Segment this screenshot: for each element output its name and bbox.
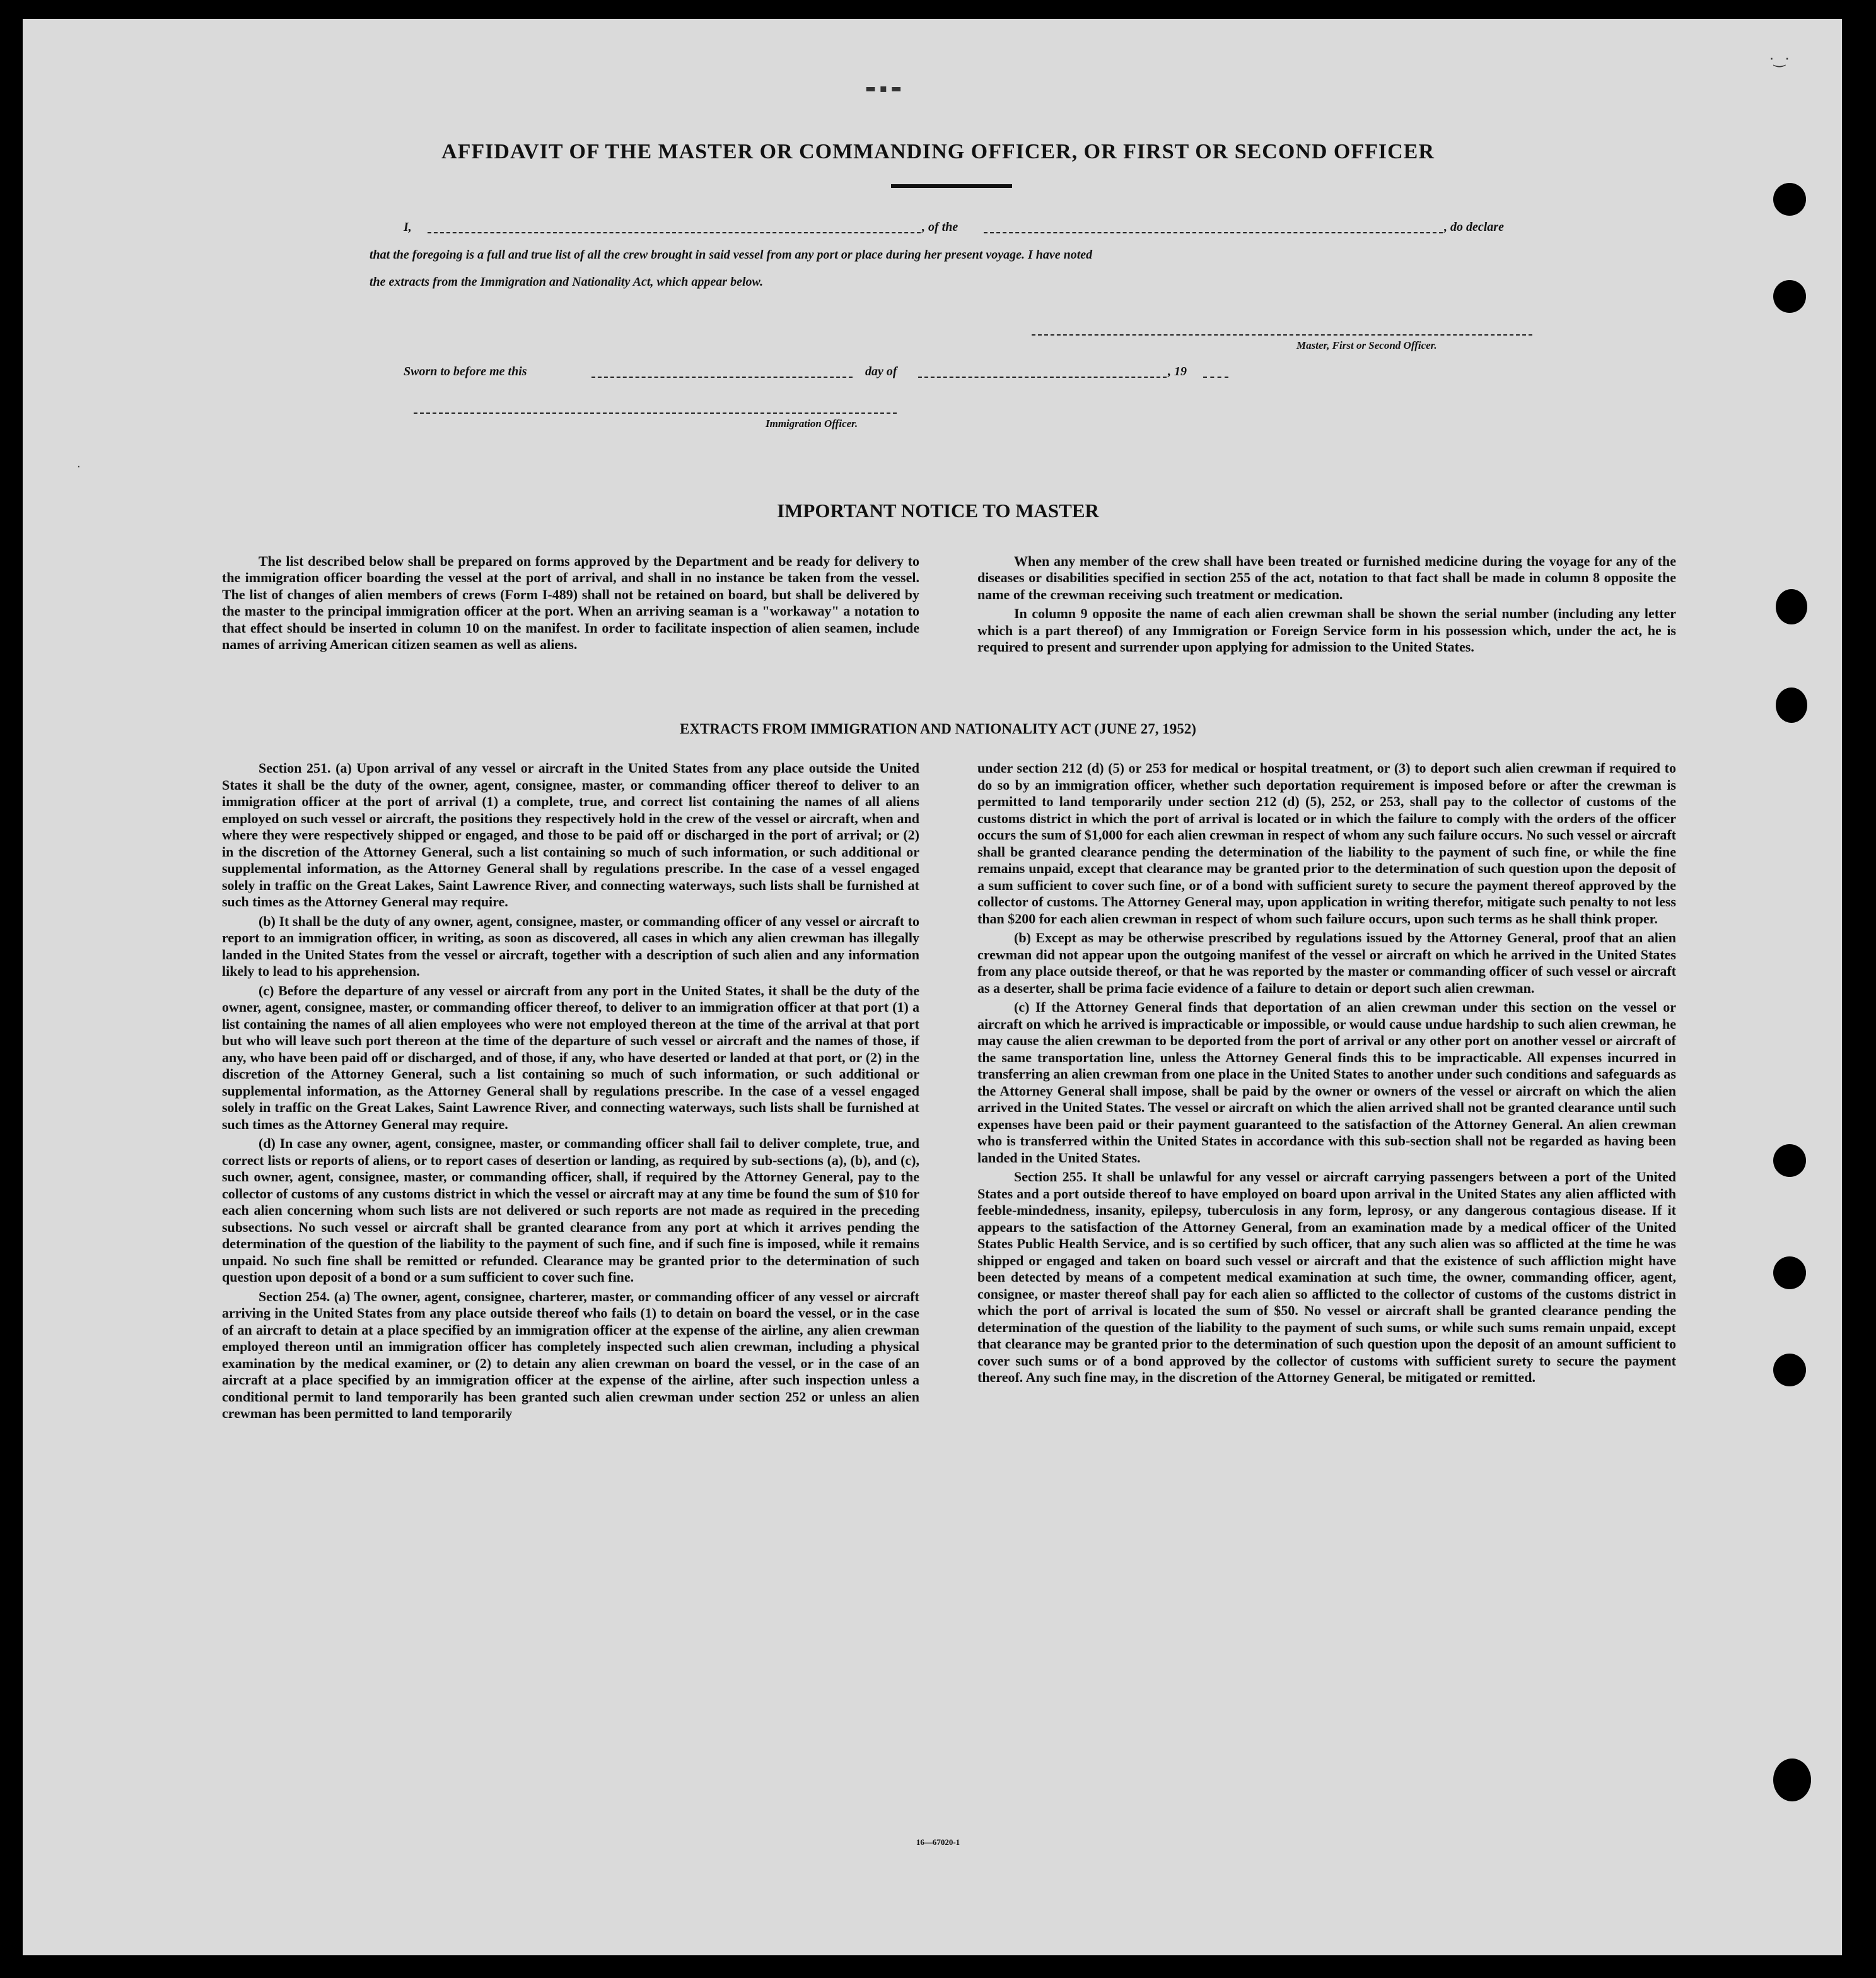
punch-hole-icon bbox=[1773, 183, 1806, 216]
notice-title: IMPORTANT NOTICE TO MASTER bbox=[777, 500, 1099, 522]
affidavit-title: AFFIDAVIT OF THE MASTER OR COMMANDING OFFICER, OR FIRST OR SECOND OFFICER bbox=[441, 140, 1435, 163]
punch-hole-icon bbox=[1773, 1144, 1806, 1177]
notice-paragraph: The list described below shall be prepared on forms approved by the Department and be ready for delivery to the immigration officer boarding the vessel at the port of arrival, and shall in no instance be taken from the vessel. The list of changes of alien members of crews (Form I-489) shall not be retained on board, but shall be delivered by the master to the principal immigration officer at the port. When an arriving seaman is a "workaway" a notation to that effect should be inserted in column 10 on the manifest. In order to facilitate inspection of alien seamen, include names of arriving American citizen seamen as well as aliens. bbox=[222, 553, 919, 653]
day-of-label: day of bbox=[865, 365, 897, 378]
notice-paragraph: In column 9 opposite the name of each alien crewman shall be shown the serial number (including any letter which is a part thereof) of any Immigration or Foreign Service form in his possession which, under the act, he is required to present and surrender upon applying for admission to the United States. bbox=[977, 606, 1676, 655]
officer-signature-line bbox=[414, 413, 897, 414]
declarant-prefix: I, bbox=[404, 220, 412, 234]
scan-speck-icon: ▬ ▪ ▬ bbox=[865, 82, 902, 95]
vessel-name-line bbox=[984, 232, 1443, 233]
scan-speck-icon: · bbox=[77, 460, 81, 474]
punch-hole-icon bbox=[1776, 589, 1807, 624]
extract-paragraph: Section 251. (a) Upon arrival of any vessel or aircraft in the United States from any place outside the United States it shall be the duty of the owner, agent, consignee, master, or commanding officer thereof to deliver to an immigration officer at the port of arrival (1) a complete, true, and correct list containing the names of all aliens employed on such vessel or aircraft, the positions they respectively hold in the crew of the vessel or aircraft, when and where they were respectively shipped or engaged, and those to be paid off or discharged in the port of arrival; or (2) in the discretion of the Attorney General, such a list containing so much of such information, or such additional or supplemental information, as the Attorney General shall by regulations prescribe. In the case of a vessel engaged solely in traffic on the Great Lakes, Saint Lawrence River, and connecting waterways, such lists shall be furnished at such times as the Attorney General may require. bbox=[222, 760, 919, 910]
extracts-title: EXTRACTS FROM IMMIGRATION AND NATIONALITY ACT (JUNE 27, 1952) bbox=[680, 721, 1196, 737]
punch-hole-icon bbox=[1773, 1256, 1806, 1289]
punch-hole-icon bbox=[1773, 280, 1806, 313]
of-the-label: , of the bbox=[922, 220, 958, 234]
extract-paragraph: under section 212 (d) (5) or 253 for medical or hospital treatment, or (3) to deport such alien crewman if required to do so by an immigration officer, whether such deportation requirement is imposed before or after the crewman is permitted to land temporarily under section 212 (d) (5), 252, or 253, shall pay to the collector of customs of the customs district in which the port of arrival is located or in which the failure to comply with the orders of the officer occurs the sum of $1,000 for each alien crewman in respect of whom any such failure occurs. No such vessel or aircraft shall be granted clearance pending the determination of the liability to the payment of such fine, or while the fine remains unpaid, except that clearance may be granted prior to the determination of such question upon the deposit of a sum sufficient to cover such fine, or of a bond with sufficient surety to secure the payment thereof approved by the collector of customs. The Attorney General may, upon application in writing therefor, mitigate such penalty to not less than $200 for each alien crewman in respect of whom such failure occurs, upon such terms as he shall think proper. bbox=[977, 760, 1676, 927]
notice-paragraph: When any member of the crew shall have been treated or furnished medicine during the voyage for any of the diseases or disabilities specified in section 255 of the act, notation to that fact shall be made in column 8 opposite the name of the crewman receiving such treatment or medication. bbox=[977, 553, 1676, 602]
notice-right-column bbox=[977, 553, 1676, 658]
year-label: , 19 bbox=[1168, 365, 1187, 378]
extract-paragraph: (d) In case any owner, agent, consignee, master, or commanding officer shall fail to deliver complete, true, and correct lists or reports of aliens, or to report cases of desertion or landing, as required by sub-sections (a), (b), and (c), such owner, agent, consignee, master, or commanding officer, shall, if required by the Attorney General, pay to the collector of customs of any customs district in which the vessel or aircraft may at any time be found the sum of $10 for each alien concerning whom such lists are not delivered or such reports are not made as required in the preceding subsections. No such vessel or aircraft shall be granted clearance from any port at which it arrives pending the determination of the question of the liability to the payment of such fine, and if such fine is imposed, while it remains unpaid. No such fine shall be remitted or refunded. Clearance may be granted prior to the determination of such question upon deposit of a bond or a sum sufficient to cover such fine. bbox=[222, 1135, 919, 1285]
master-signature-label: Master, First or Second Officer. bbox=[1296, 339, 1437, 351]
extract-paragraph: (b) It shall be the duty of any owner, agent, consignee, master, or commanding officer of any vessel or aircraft to report to an immigration officer, in writing, as soon as discovered, all cases in which any alien crewman has illegally landed in the United States from the vessel or aircraft, together with a description of such alien and any information likely to lead to his apprehension. bbox=[222, 913, 919, 979]
declaration-line-2: that the foregoing is a full and true list of all the crew brought in said vessel from any port or place during her present voyage. I have noted bbox=[370, 248, 1093, 262]
extract-paragraph: (b) Except as may be otherwise prescribed by regulations issued by the Attorney General, proof that an alien crewman did not appear upon the outgoing manifest of the vessel or aircraft on which he arrived in the United States from any place outside thereof, or that he was reported by the master or commanding officer of such vessel or aircraft as a deserter, shall be prima facie evidence of a failure to detain or deport such alien crewman. bbox=[977, 930, 1676, 996]
officer-signature-label: Immigration Officer. bbox=[766, 418, 858, 430]
declaration-line-3: the extracts from the Immigration and Nationality Act, which appear below. bbox=[370, 275, 764, 289]
extract-paragraph: Section 254. (a) The owner, agent, consignee, charterer, master, or commanding officer of any vessel or aircraft arriving in the United States from any place outside thereof who fails (1) to detain on board the vessel, or in the case of an aircraft to detain at a place specified by an immigration officer at the expense of the airline, any alien crewman employed thereon until an immigration officer has completely inspected such alien crewman, including a physical examination by the medical examiner, or (2) to detain any alien crewman on board the vessel, or in the case of an aircraft at a place specified by an immigration officer at the expense of the airline, after such inspection unless a conditional permit to land temporarily has been granted such alien crewman under section 252 or unless an alien crewman has been permitted to land temporarily bbox=[222, 1288, 919, 1421]
form-number: 16—67020-1 bbox=[916, 1837, 960, 1847]
sworn-label: Sworn to before me this bbox=[404, 365, 527, 378]
extracts-left-column bbox=[222, 760, 919, 1425]
title-divider bbox=[891, 184, 1012, 188]
punch-hole-icon bbox=[1773, 1354, 1806, 1386]
punch-hole-icon bbox=[1776, 688, 1807, 723]
extract-paragraph: Section 255. It shall be unlawful for any vessel or aircraft carrying passengers between a port of the United States and a port outside thereof to have employed on board upon arrival in the United States any alien afflicted with feeble-mindedness, insanity, epilepsy, tuberculosis in any form, leprosy, or any dangerous contagious disease. If it appears to the satisfaction of the Attorney General, from an examination made by a medical officer of the United States Public Health Service, and is so certified by such officer, that any such alien was so afflicted at the time he was shipped or engaged and taken on board such vessel or aircraft and that the existence of such affliction might have been detected by means of a competent medical examination at such time, the owner, commanding officer, agent, consignee, or master thereof shall pay for each alien so afflicted to the collector of customs of the customs district in which the port of arrival is located the sum of $50. No vessel or aircraft shall be granted clearance pending the determination of the question of the liability to the payment of such sums, or while such sums remain unpaid, except that clearance may be granted prior to the determination of such question upon the deposit of an amount sufficient to cover such sums or of a bond approved by the collector of customs with sufficient surety to secure the payment thereof. Any such fine may, in the discretion of the Attorney General, be mitigated or remitted. bbox=[977, 1169, 1676, 1385]
extracts-right-column bbox=[977, 760, 1676, 1389]
sworn-month-line bbox=[918, 377, 1167, 378]
extract-paragraph: (c) If the Attorney General finds that deportation of an alien crewman under this section on the vessel or aircraft on which he arrived is impracticable or impossible, or would cause undue hardship to such alien crewman, he may cause the alien crewman to be deported from the port of arrival or any other port on another vessel or aircraft of the same transportation line, unless the Attorney General finds this to be impracticable. All expenses incurred in transferring an alien crewman from one place in the United States to another under such conditions and safeguards as the Attorney General shall impose, shall be paid by the owner or owners of the vessel or aircraft on which the alien arrived in the United States. The vessel or aircraft on which the alien arrived shall not be granted clearance until such expenses have been paid or their payment guaranteed to the satisfaction of the Attorney General. An alien crewman who is transferred within the United States in accordance with this sub-section shall not be regarded as having been landed in the United States. bbox=[977, 999, 1676, 1166]
punch-hole-icon bbox=[1773, 1759, 1811, 1801]
master-signature-line bbox=[1032, 334, 1532, 336]
scan-speck-icon: ·‿· bbox=[1769, 52, 1790, 67]
notice-left-column bbox=[222, 553, 919, 655]
sworn-year-line bbox=[1203, 377, 1228, 378]
do-declare-label: , do declare bbox=[1444, 220, 1504, 234]
extract-paragraph: (c) Before the departure of any vessel or aircraft from any port in the United States, it shall be the duty of the owner, agent, consignee, master, or commanding officer thereof, to deliver to an immigration officer at that port (1) a list containing the names of all alien employees who were not employed thereon at the time of the arrival at that port but who will leave such port thereon at the time of the departure of such vessel or aircraft and the names of those, if any, who have been paid off or discharged, and of those, if any, who have deserted or landed at that port, or (2) in the discretion of the Attorney General, such a list containing so much of such information, or such additional or supplemental information, as the Attorney General shall by regulations prescribe. In the case of a vessel engaged solely in traffic on the Great Lakes, Saint Lawrence River, and connecting waterways, such lists shall be furnished at such times as the Attorney General may require. bbox=[222, 982, 919, 1132]
sworn-day-line bbox=[591, 377, 853, 378]
declarant-name-line bbox=[428, 232, 921, 233]
